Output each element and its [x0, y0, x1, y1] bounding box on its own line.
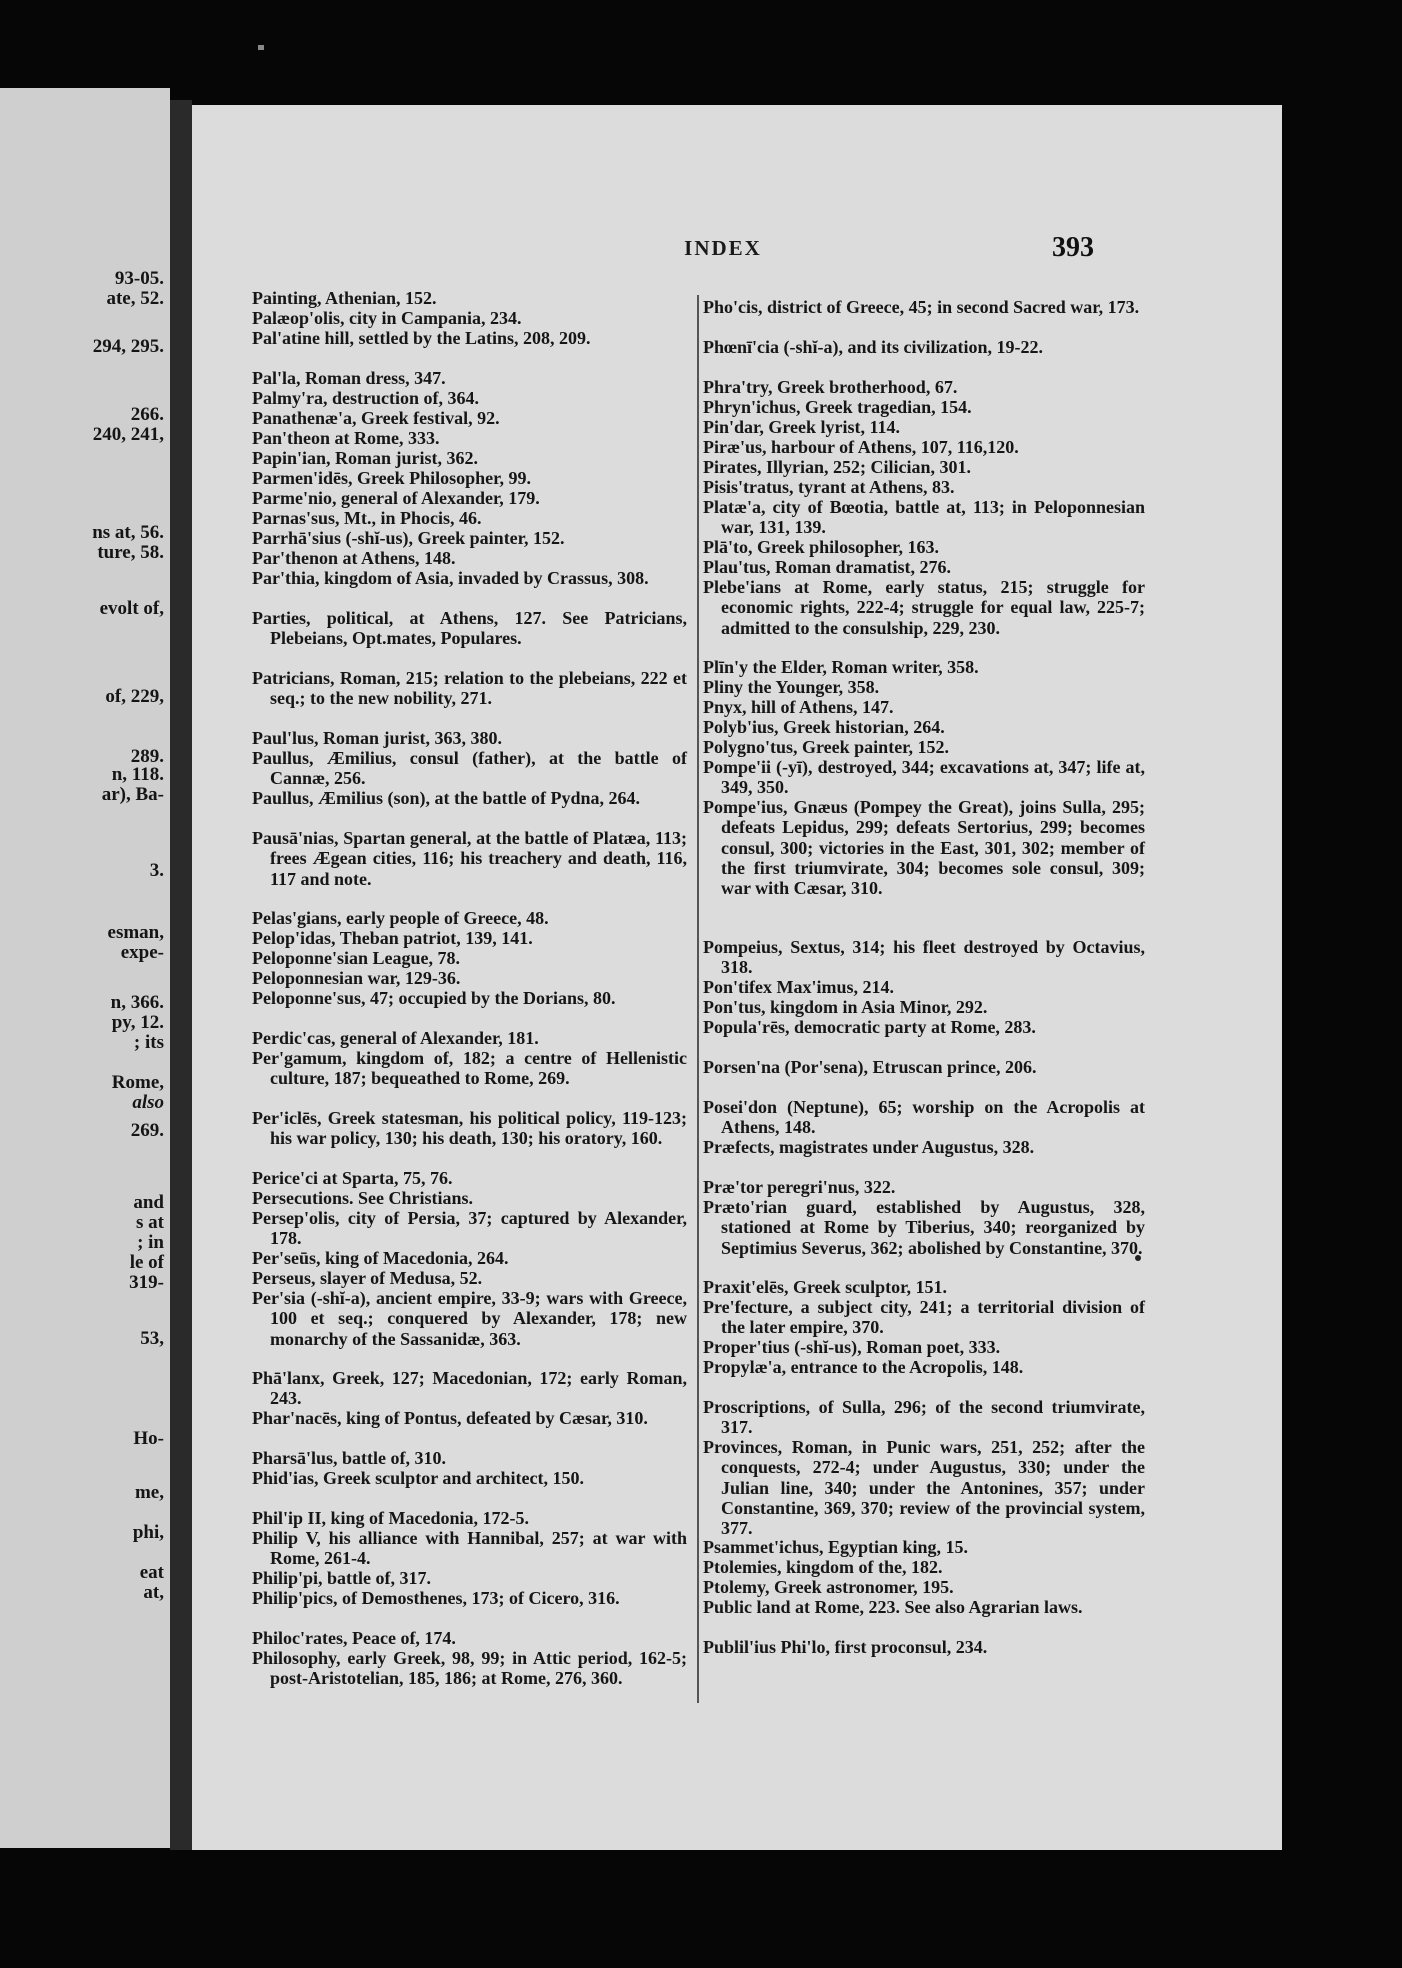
- adjacent-page-fragment: ture, 58.: [97, 542, 164, 563]
- adjacent-page-fragment: also: [132, 1092, 164, 1113]
- index-entry: Parrhā'sius (-shĭ-us), Greek painter, 152.: [252, 528, 565, 548]
- index-entry: Phryn'ichus, Greek tragedian, 154.: [703, 397, 972, 417]
- index-entry: Paullus, Æmilius (son), at the battle of Pydna, 264.: [252, 788, 641, 808]
- adjacent-page-fragment: py, 12.: [111, 1012, 164, 1033]
- index-entry: Paullus, Æmilius, consul (father), at the battle of Cannæ, 256.: [252, 748, 687, 789]
- index-entry: Philoc'rates, Peace of, 174.: [252, 1628, 456, 1648]
- index-entry: Pnyx, hill of Athens, 147.: [703, 697, 894, 717]
- index-entry: Peloponne'sus, 47; occupied by the Dorians, 80.: [252, 988, 616, 1008]
- index-entry: Palæop'olis, city in Campania, 234.: [252, 308, 522, 328]
- adjacent-page-fragment: me,: [134, 1482, 164, 1503]
- index-entry: Polyb'ius, Greek historian, 264.: [703, 717, 945, 737]
- index-entry: Pirates, Illyrian, 252; Cilician, 301.: [703, 457, 971, 477]
- adjacent-page-fragment: 289.: [130, 746, 164, 767]
- column-divider: [697, 295, 699, 1703]
- index-entry: Pho'cis, district of Greece, 45; in second Sacred war, 173.: [703, 297, 1140, 317]
- index-entry: Philosophy, early Greek, 98, 99; in Attic period, 162-5; post-Aristotelian, 185, 186; at Rome, 276, 360.: [252, 1648, 687, 1689]
- page-number: 393: [1052, 232, 1094, 263]
- index-entry: Praxit'elēs, Greek sculptor, 151.: [703, 1277, 947, 1297]
- adjacent-page-fragment: 240, 241,: [92, 424, 164, 445]
- adjacent-page-fragment: Ho-: [133, 1428, 164, 1449]
- index-entry: Per'sia (-shĭ-a), ancient empire, 33-9; wars with Greece, 100 et seq.; conquered by Alexander, 178; new monarchy of the Sassanidæ, 363.: [252, 1288, 687, 1349]
- index-entry: Pal'la, Roman dress, 347.: [252, 368, 446, 388]
- index-entry: Panathenæ'a, Greek festival, 92.: [252, 408, 500, 428]
- index-entry: Phil'ip II, king of Macedonia, 172-5.: [252, 1508, 530, 1528]
- index-entry: Ptolemy, Greek astronomer, 195.: [703, 1577, 954, 1597]
- adjacent-page-fragment: n, 118.: [111, 764, 164, 785]
- adjacent-page-fragment: s at: [136, 1212, 164, 1233]
- index-entry: Porsen'na (Por'sena), Etruscan prince, 206.: [703, 1057, 1037, 1077]
- index-entry: Pon'tifex Max'imus, 214.: [703, 977, 894, 997]
- scan-speck: [258, 45, 264, 50]
- adjacent-page-fragment: 93-05.: [114, 268, 164, 289]
- adjacent-page-fragment: 266.: [130, 404, 164, 425]
- index-entry: Pre'fecture, a subject city, 241; a territorial division of the later empire, 370.: [703, 1297, 1145, 1338]
- index-entry: Peloponne'sian League, 78.: [252, 948, 461, 968]
- index-entry: Pelop'idas, Theban patriot, 139, 141.: [252, 928, 533, 948]
- index-entry: Perdic'cas, general of Alexander, 181.: [252, 1028, 539, 1048]
- adjacent-page-fragment: 3.: [149, 860, 164, 881]
- index-entry: Popula'rēs, democratic party at Rome, 283.: [703, 1017, 1036, 1037]
- index-entry: Per'gamum, kingdom of, 182; a centre of Hellenistic culture, 187; bequeathed to Rome, 269.: [252, 1048, 687, 1089]
- page-title: INDEX: [684, 236, 762, 260]
- index-entry: Piræ'us, harbour of Athens, 107, 116,120.: [703, 437, 1019, 457]
- index-entry: Perseus, slayer of Medusa, 52.: [252, 1268, 483, 1288]
- index-entry: Publil'ius Phi'lo, first proconsul, 234.: [703, 1637, 988, 1657]
- index-entry: Pisis'tratus, tyrant at Athens, 83.: [703, 477, 955, 497]
- adjacent-page-fragment: phi,: [132, 1522, 164, 1543]
- adjacent-page-fragment: eat: [139, 1562, 164, 1583]
- index-entry: Per'iclēs, Greek statesman, his political policy, 119-123; his war policy, 130; his death, 130; his oratory, 160.: [252, 1108, 687, 1149]
- index-entry: Pompe'ii (-yī), destroyed, 344; excavations at, 347; life at, 349, 350.: [703, 757, 1145, 798]
- index-entry: Parme'nio, general of Alexander, 179.: [252, 488, 540, 508]
- index-entry: Pal'atine hill, settled by the Latins, 208, 209.: [252, 328, 591, 348]
- adjacent-page-fragment: ar), Ba-: [101, 784, 164, 805]
- index-entry: Pan'theon at Rome, 333.: [252, 428, 440, 448]
- index-entry: Phar'nacēs, king of Pontus, defeated by Cæsar, 310.: [252, 1408, 648, 1428]
- adjacent-page-fragment: ; in: [137, 1232, 164, 1253]
- index-entry: Persep'olis, city of Persia, 37; captured by Alexander, 178.: [252, 1208, 687, 1249]
- index-entry: Præfects, magistrates under Augustus, 328.: [703, 1137, 1035, 1157]
- index-entry: Proscriptions, of Sulla, 296; of the second triumvirate, 317.: [703, 1397, 1145, 1438]
- index-entry: Pon'tus, kingdom in Asia Minor, 292.: [703, 997, 988, 1017]
- index-entry: Plebe'ians at Rome, early status, 215; struggle for economic rights, 222-4; struggle for equal law, 225-7; admitted to the consulship, 229, 230.: [703, 577, 1145, 638]
- index-entry: Persecutions. See Christians.: [252, 1188, 473, 1208]
- index-entry: Philip'pics, of Demosthenes, 173; of Cicero, 316.: [252, 1588, 620, 1608]
- index-entry: Parties, political, at Athens, 127. See Patricians, Plebeians, Opt.mates, Populares.: [252, 608, 687, 649]
- index-entry: Psammet'ichus, Egyptian king, 15.: [703, 1537, 969, 1557]
- index-entry: Palmy'ra, destruction of, 364.: [252, 388, 479, 408]
- index-entry: Public land at Rome, 223. See also Agrarian laws.: [703, 1597, 1083, 1617]
- index-entry: Polygno'tus, Greek painter, 152.: [703, 737, 950, 757]
- adjacent-page-fragment: ns at, 56.: [92, 522, 164, 543]
- adjacent-page-fragment: 269.: [130, 1120, 164, 1141]
- index-entry: Pelas'gians, early people of Greece, 48.: [252, 908, 549, 928]
- index-entry: Par'thenon at Athens, 148.: [252, 548, 456, 568]
- index-entry: Paul'lus, Roman jurist, 363, 380.: [252, 728, 503, 748]
- index-entry: Phœnī'cia (-shĭ-a), and its civilization, 19-22.: [703, 337, 1044, 357]
- index-entry: Peloponnesian war, 129-36.: [252, 968, 461, 988]
- index-entry: Propylæ'a, entrance to the Acropolis, 148.: [703, 1357, 1024, 1377]
- adjacent-page-fragment: 294, 295.: [92, 336, 164, 357]
- adjacent-page-fragment: Rome,: [111, 1072, 164, 1093]
- index-entry: Perice'ci at Sparta, 75, 76.: [252, 1168, 453, 1188]
- index-entry: Pharsā'lus, battle of, 310.: [252, 1448, 447, 1468]
- index-entry: Painting, Athenian, 152.: [252, 288, 437, 308]
- adjacent-page-fragment: of, 229,: [105, 686, 164, 707]
- index-entry: Proper'tius (-shĭ-us), Roman poet, 333.: [703, 1337, 1001, 1357]
- index-entry: Pompeius, Sextus, 314; his fleet destroyed by Octavius, 318.: [703, 937, 1145, 978]
- index-entry: Phā'lanx, Greek, 127; Macedonian, 172; early Roman, 243.: [252, 1368, 687, 1409]
- index-entry: Parmen'idēs, Greek Philosopher, 99.: [252, 468, 531, 488]
- index-entry: Pausā'nias, Spartan general, at the battle of Platæa, 113; frees Ægean cities, 116; his treachery and death, 116, 117 and note.: [252, 828, 687, 889]
- index-entry: Per'seūs, king of Macedonia, 264.: [252, 1248, 509, 1268]
- index-entry: Parnas'sus, Mt., in Phocis, 46.: [252, 508, 482, 528]
- index-entry: Philip'pi, battle of, 317.: [252, 1568, 432, 1588]
- index-entry: Pompe'ius, Gnæus (Pompey the Great), joins Sulla, 295; defeats Lepidus, 299; defeats Sertorius, 299; becomes consul, 300; victories in the East, 301, 302; member of the first triumvirate, 304; becomes sole consul, 309; war with Cæsar, 310.: [703, 797, 1145, 899]
- index-entry: Par'thia, kingdom of Asia, invaded by Crassus, 308.: [252, 568, 649, 588]
- adjacent-page-fragment: 319-: [129, 1272, 164, 1293]
- index-entry: Posei'don (Neptune), 65; worship on the Acropolis at Athens, 148.: [703, 1097, 1145, 1138]
- index-entry: Platæ'a, city of Bœotia, battle at, 113; in Peloponnesian war, 131, 139.: [703, 497, 1145, 538]
- index-entry: Phra'try, Greek brotherhood, 67.: [703, 377, 958, 397]
- adjacent-page-fragment: 53,: [140, 1328, 164, 1349]
- adjacent-page-fragment: esman,: [107, 922, 164, 943]
- index-entry: Ptolemies, kingdom of the, 182.: [703, 1557, 943, 1577]
- index-entry: Pliny the Younger, 358.: [703, 677, 880, 697]
- index-entry: Papin'ian, Roman jurist, 362.: [252, 448, 479, 468]
- index-entry: Provinces, Roman, in Punic wars, 251, 252; after the conquests, 272-4; under Augustus, 330; under the Julian line, 340; under the Antonines, 357; under Constantine, 369, 370; review of the provincial system, 377.: [703, 1437, 1145, 1539]
- index-entry: Præto'rian guard, established by Augustus, 328, stationed at Rome by Tiberius, 340; reorganized by Septimius Severus, 362; abolished by Constantine, 370.: [703, 1197, 1145, 1258]
- index-entry: Plau'tus, Roman dramatist, 276.: [703, 557, 952, 577]
- index-entry: Philip V, his alliance with Hannibal, 257; at war with Rome, 261-4.: [252, 1528, 687, 1569]
- adjacent-page-fragment: and: [133, 1192, 164, 1213]
- adjacent-page-fragment: n, 366.: [110, 992, 164, 1013]
- adjacent-page-fragment: evolt of,: [99, 598, 164, 619]
- adjacent-page-fragment: at,: [143, 1582, 164, 1603]
- adjacent-page-fragment: ate, 52.: [106, 288, 164, 309]
- index-entry: Phid'ias, Greek sculptor and architect, 150.: [252, 1468, 585, 1488]
- index-entry: Præ'tor peregri'nus, 322.: [703, 1177, 896, 1197]
- adjacent-page-fragment: expe-: [120, 942, 164, 963]
- index-entry: Plīn'y the Elder, Roman writer, 358.: [703, 657, 979, 677]
- adjacent-page-fragment: le of: [129, 1252, 164, 1273]
- adjacent-page-fragment: ; its: [133, 1032, 164, 1053]
- index-entry: Plā'to, Greek philosopher, 163.: [703, 537, 940, 557]
- index-entry: Patricians, Roman, 215; relation to the plebeians, 222 et seq.; to the new nobility, 271.: [252, 668, 687, 709]
- page-gutter: [170, 100, 192, 1850]
- index-entry: Pin'dar, Greek lyrist, 114.: [703, 417, 901, 437]
